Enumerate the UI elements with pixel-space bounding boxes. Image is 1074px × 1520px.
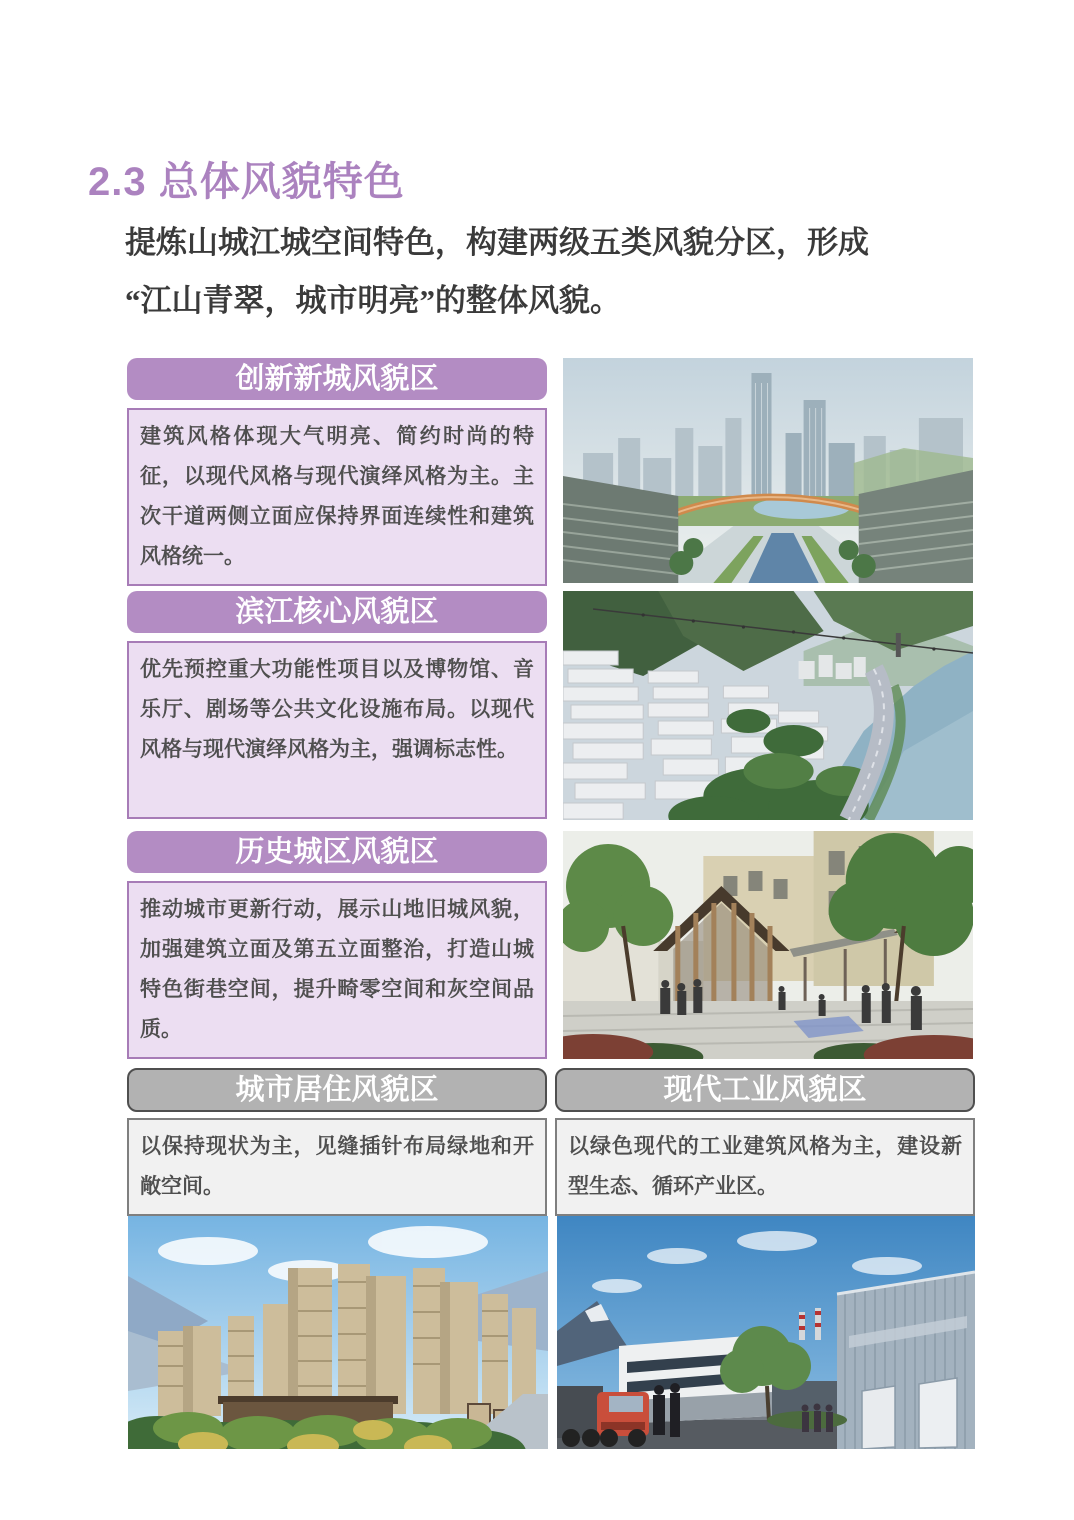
intro-line-1: 提炼山城江城空间特色，构建两级五类风貌分区，形成: [125, 225, 869, 260]
historic-district-render-image: [563, 831, 973, 1059]
intro-line-2: “江山青翠，城市明亮”的整体风貌。: [125, 283, 621, 318]
section-body-innovation: 建筑风格体现大气明亮、简约时尚的特征，以现代风格与现代演绎风格为主。主次干道两侧立面应保持界面连续性和建筑风格统一。: [127, 408, 547, 586]
section-body-industry: 以绿色现代的工业建筑风格为主，建设新型生态、循环产业区。: [555, 1118, 975, 1216]
section-innovation-new-town: [127, 358, 973, 583]
residential-area-photo: [128, 1216, 548, 1449]
section-innovation-text-column: [127, 358, 547, 586]
section-urban-residential: [127, 1068, 547, 1216]
intro-paragraph: [125, 214, 1005, 330]
section-historic-text-column: [127, 831, 547, 1059]
section-title-residential: 城市居住风貌区: [127, 1068, 547, 1112]
section-body-historic: 推动城市更新行动，展示山地旧城风貌，加强建筑立面及第五立面整治，打造山城特色街巷空间，提升畸零空间和灰空间品质。: [127, 881, 547, 1059]
section-title-innovation: 创新新城风貌区: [127, 358, 547, 400]
section-riverside-core: [127, 591, 973, 820]
section-modern-industry: [555, 1068, 975, 1216]
section-historic-district: [127, 831, 973, 1059]
innovation-city-render-image: [563, 358, 973, 583]
riverside-core-render-image: [563, 591, 973, 820]
section-body-riverside: 优先预控重大功能性项目以及博物馆、音乐厅、剧场等公共文化设施布局。以现代风格与现代演绎风格为主，强调标志性。: [127, 641, 547, 819]
section-title-historic: 历史城区风貌区: [127, 831, 547, 873]
page-title: 2.3 总体风貌特色: [88, 160, 405, 204]
section-title-industry: 现代工业风貌区: [555, 1068, 975, 1112]
industrial-area-photo: [557, 1216, 975, 1449]
section-body-residential: 以保持现状为主，见缝插针布局绿地和开敞空间。: [127, 1118, 547, 1216]
section-riverside-text-column: [127, 591, 547, 819]
section-title-riverside: 滨江核心风貌区: [127, 591, 547, 633]
